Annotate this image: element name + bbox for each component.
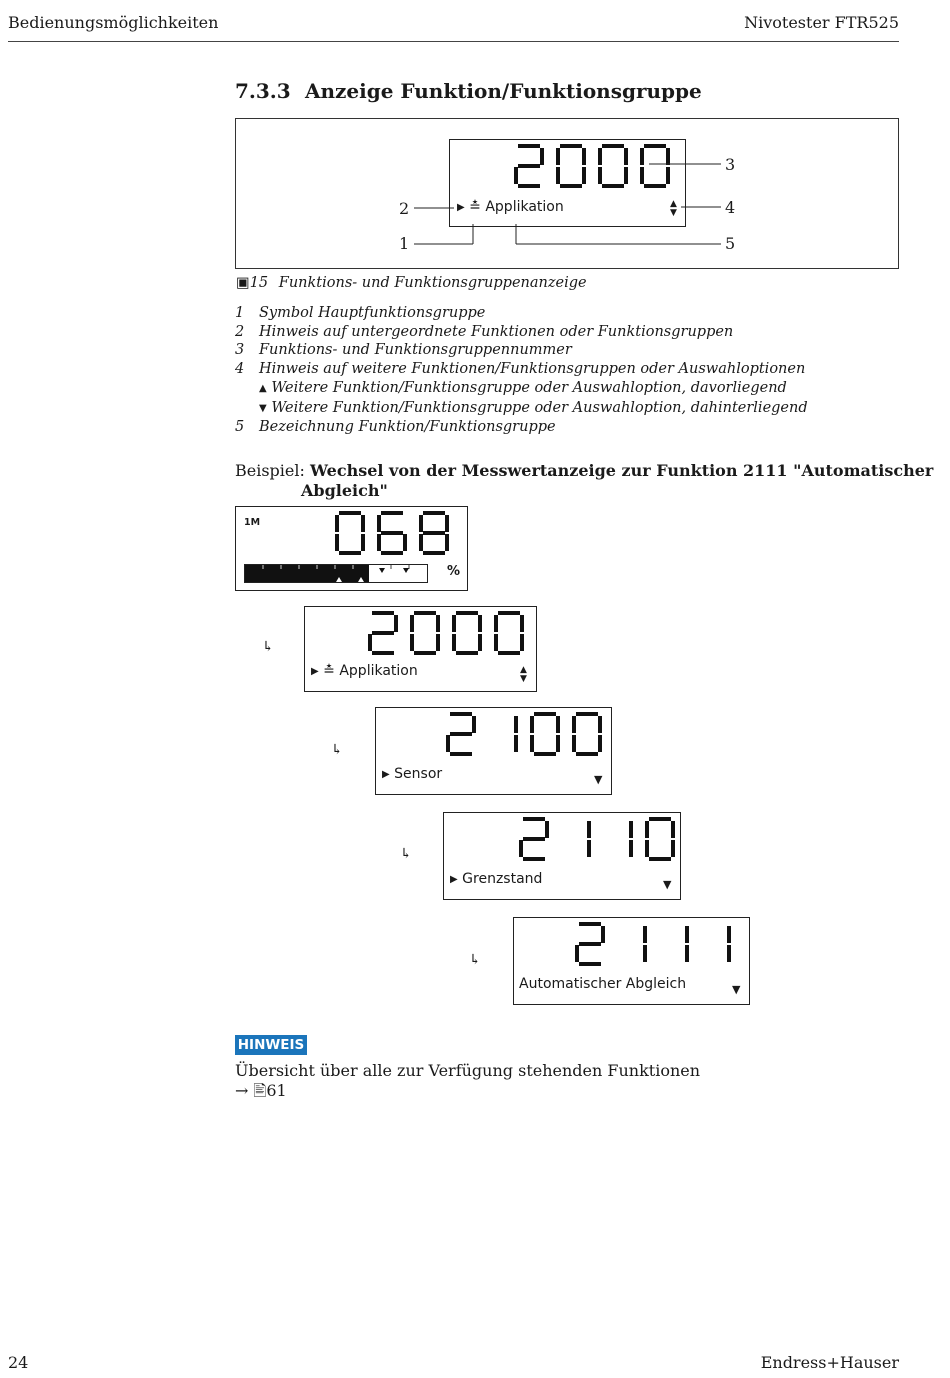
digit-segment bbox=[601, 926, 605, 943]
digit-segment bbox=[381, 551, 403, 555]
seven-segment-digit bbox=[368, 611, 398, 655]
digit-segment bbox=[494, 615, 498, 632]
digit-segment bbox=[498, 611, 520, 615]
seven-segment-digit bbox=[643, 926, 647, 962]
digit-segment bbox=[671, 821, 675, 838]
digit-segment bbox=[671, 840, 675, 857]
seven-segment-digits bbox=[368, 611, 524, 655]
digit-segment bbox=[514, 735, 518, 752]
digit-segment bbox=[494, 634, 498, 651]
digit-segment bbox=[339, 551, 361, 555]
digit-segment bbox=[556, 735, 560, 752]
callout-3: 3 bbox=[725, 155, 736, 174]
bargraph bbox=[244, 564, 428, 583]
digit-segment bbox=[419, 515, 423, 532]
seven-segment-digit bbox=[575, 922, 605, 966]
notice-text-block bbox=[235, 1061, 700, 1101]
callout-4: 4 bbox=[725, 198, 736, 217]
step-value bbox=[519, 817, 675, 865]
digit-segment bbox=[372, 631, 394, 635]
seven-segment-digits bbox=[575, 922, 731, 966]
figure-lcd-label: Applikation bbox=[485, 199, 564, 215]
notice-text: Übersicht über alle zur Verfügung stehenden Funktionen bbox=[235, 1061, 701, 1080]
legend-subitem-up: ▲ Weitere Funktion/Funktionsgruppe oder Auswahloption, davorliegend bbox=[259, 379, 787, 396]
digit-segment bbox=[534, 712, 556, 716]
step-label: Sensor bbox=[394, 766, 443, 782]
step-arrow-icon: ↳ bbox=[469, 952, 481, 968]
digit-segment bbox=[368, 634, 372, 651]
digit-segment bbox=[645, 840, 649, 857]
seven-segment-digit bbox=[494, 611, 524, 655]
triangle-up-icon: ▲ bbox=[259, 382, 267, 394]
digit-segment bbox=[410, 634, 414, 651]
callout-5: 5 bbox=[725, 234, 736, 253]
digit-segment bbox=[419, 534, 423, 551]
digit-segment bbox=[445, 534, 449, 551]
step-label: Grenzstand bbox=[462, 871, 543, 887]
digit-segment bbox=[498, 651, 520, 655]
figure-caption-text: Funktions- und Funktionsgruppenanzeige bbox=[278, 275, 587, 291]
digit-segment bbox=[727, 926, 731, 943]
digit-segment bbox=[456, 651, 478, 655]
step-display-2110[interactable] bbox=[443, 812, 681, 900]
digit-segment bbox=[436, 615, 440, 632]
digit-segment bbox=[514, 716, 518, 733]
step-display-2100[interactable] bbox=[375, 707, 612, 795]
digit-segment bbox=[361, 515, 365, 532]
step-display-2000[interactable] bbox=[304, 606, 537, 692]
seven-segment-digit bbox=[514, 716, 518, 752]
figure-callout-lines bbox=[236, 119, 898, 268]
function-group-icon: ≛ bbox=[469, 199, 481, 215]
digit-segment bbox=[452, 615, 456, 632]
running-header-left: Bedienungsmöglichkeiten bbox=[8, 13, 219, 32]
digit-segment bbox=[629, 821, 633, 838]
legend-item: 4 Hinweis auf weitere Funktionen/Funktionsgruppen oder Auswahloptionen bbox=[235, 361, 806, 378]
submenu-arrow-icon: ▶ bbox=[457, 202, 465, 213]
digit-segment bbox=[556, 716, 560, 733]
notice-ref-page: 61 bbox=[266, 1081, 287, 1100]
step-value bbox=[446, 712, 602, 760]
footer-brand: Endress+Hauser bbox=[760, 1353, 899, 1372]
notice-badge: HINWEIS bbox=[235, 1035, 307, 1055]
callout-2: 2 bbox=[399, 199, 410, 218]
down-indicator-icon: ▼ bbox=[594, 773, 603, 786]
digit-segment bbox=[727, 945, 731, 962]
digit-segment bbox=[643, 926, 647, 943]
example-prefix: Beispiel: bbox=[235, 461, 305, 480]
example-heading bbox=[235, 461, 933, 501]
digit-segment bbox=[629, 840, 633, 857]
updown-indicator-icon: ▲ ▼ bbox=[670, 199, 677, 218]
bargraph-markers bbox=[245, 565, 427, 582]
digit-segment bbox=[598, 716, 602, 733]
seven-segment-digit bbox=[572, 712, 602, 756]
digit-segment bbox=[377, 515, 381, 532]
seven-segment-digit bbox=[446, 712, 476, 756]
digit-segment bbox=[520, 615, 524, 632]
digit-segment bbox=[394, 615, 398, 632]
step-display-2111[interactable] bbox=[513, 917, 750, 1005]
digit-segment bbox=[478, 634, 482, 651]
running-header-right: Nivotester FTR525 bbox=[744, 13, 899, 32]
notice-reference[interactable] bbox=[235, 1081, 700, 1101]
digit-segment bbox=[645, 821, 649, 838]
digit-segment bbox=[381, 511, 403, 515]
digit-segment bbox=[649, 817, 671, 821]
digit-segment bbox=[579, 962, 601, 966]
seven-segment-digit bbox=[645, 817, 675, 861]
digit-segment bbox=[587, 840, 591, 857]
seven-segment-digit bbox=[727, 926, 731, 962]
page-ref-icon: 🖹 bbox=[253, 1081, 267, 1100]
example-title-line2: Abgleich" bbox=[301, 481, 388, 500]
figure-caption bbox=[236, 275, 587, 291]
digit-segment bbox=[472, 716, 476, 733]
seven-segment-digits bbox=[446, 712, 602, 756]
digit-segment bbox=[335, 515, 339, 532]
digit-segment bbox=[410, 615, 414, 632]
step-arrow-icon: ↳ bbox=[400, 846, 412, 862]
figure-symbol-icon: ▣ bbox=[236, 275, 250, 291]
step-label: Automatischer Abgleich bbox=[519, 976, 687, 992]
digit-segment bbox=[456, 611, 478, 615]
digit-segment bbox=[598, 735, 602, 752]
digit-segment bbox=[450, 732, 472, 736]
digit-segment bbox=[335, 534, 339, 551]
step-line bbox=[450, 871, 542, 887]
digit-segment bbox=[579, 942, 601, 946]
seven-segment-digits bbox=[335, 511, 449, 555]
digit-segment bbox=[520, 634, 524, 651]
digit-segment bbox=[685, 945, 689, 962]
channel-badge: 1M bbox=[244, 517, 261, 528]
measurement-display bbox=[235, 506, 468, 591]
digit-segment bbox=[446, 735, 450, 752]
digit-segment bbox=[478, 615, 482, 632]
triangle-down-icon: ▼ bbox=[259, 402, 267, 414]
seven-segment-digits bbox=[519, 817, 675, 861]
digit-segment bbox=[575, 945, 579, 962]
digit-segment bbox=[436, 634, 440, 651]
seven-segment-digit bbox=[335, 511, 365, 555]
example-title-line1: Wechsel von der Messwertanzeige zur Funktion 2111 "Automatischer bbox=[309, 461, 934, 480]
digit-segment bbox=[519, 840, 523, 857]
submenu-arrow-icon: ▶ bbox=[311, 666, 319, 677]
figure-frame bbox=[235, 118, 899, 269]
digit-segment bbox=[452, 634, 456, 651]
section-number: 7.3.3 bbox=[235, 79, 291, 103]
step-arrow-icon: ↳ bbox=[331, 742, 343, 758]
digit-segment bbox=[423, 511, 445, 515]
legend-subitem-down: ▼ Weitere Funktion/Funktionsgruppe oder Auswahloption, dahinterliegend bbox=[259, 399, 808, 416]
submenu-arrow-icon: ▶ bbox=[382, 769, 390, 780]
page-number: 24 bbox=[8, 1353, 29, 1372]
legend-item: 5 Bezeichnung Funktion/Funktionsgruppe bbox=[235, 419, 556, 436]
digit-segment bbox=[530, 735, 534, 752]
step-arrow-icon: ↳ bbox=[262, 639, 274, 655]
arrow-right-icon: → bbox=[235, 1081, 249, 1100]
function-group-icon: ≛ bbox=[323, 663, 335, 679]
digit-segment bbox=[643, 945, 647, 962]
down-indicator-icon: ▼ bbox=[663, 878, 672, 891]
digit-segment bbox=[445, 515, 449, 532]
digit-segment bbox=[576, 712, 598, 716]
digit-segment bbox=[372, 651, 394, 655]
digit-segment bbox=[414, 611, 436, 615]
section-title: Anzeige Funktion/Funktionsgruppe bbox=[305, 79, 702, 103]
digit-segment bbox=[649, 857, 671, 861]
seven-segment-digit bbox=[587, 821, 591, 857]
digit-segment bbox=[530, 716, 534, 733]
digit-segment bbox=[572, 716, 576, 733]
digit-segment bbox=[545, 821, 549, 838]
seven-segment-digit bbox=[530, 712, 560, 756]
seven-segment-digit bbox=[377, 511, 407, 555]
seven-segment-digit bbox=[685, 926, 689, 962]
seven-segment-digit bbox=[419, 511, 449, 555]
digit-segment bbox=[576, 752, 598, 756]
step-label: Applikation bbox=[339, 663, 418, 679]
legend-item: 3 Funktions- und Funktionsgruppennummer bbox=[235, 342, 572, 359]
digit-segment bbox=[372, 611, 394, 615]
digit-segment bbox=[587, 821, 591, 838]
digit-segment bbox=[403, 534, 407, 551]
updown-indicator-icon: ▲ ▼ bbox=[520, 665, 527, 684]
digit-segment bbox=[685, 926, 689, 943]
down-indicator-icon: ▼ bbox=[732, 983, 741, 996]
seven-segment-digit bbox=[629, 821, 633, 857]
digit-segment bbox=[523, 857, 545, 861]
digit-segment bbox=[534, 752, 556, 756]
step-line bbox=[382, 766, 442, 782]
measured-value bbox=[335, 511, 449, 559]
seven-segment-digit bbox=[452, 611, 482, 655]
digit-segment bbox=[450, 712, 472, 716]
callout-1: 1 bbox=[399, 234, 410, 253]
digit-segment bbox=[523, 837, 545, 841]
seven-segment-digit bbox=[519, 817, 549, 861]
digit-segment bbox=[572, 735, 576, 752]
submenu-arrow-icon: ▶ bbox=[450, 874, 458, 885]
digit-segment bbox=[579, 922, 601, 926]
digit-segment bbox=[339, 511, 361, 515]
legend-item: 2 Hinweis auf untergeordnete Funktionen oder Funktionsgruppen bbox=[235, 323, 734, 340]
seven-segment-digit bbox=[410, 611, 440, 655]
step-value bbox=[368, 611, 524, 659]
digit-segment bbox=[450, 752, 472, 756]
digit-segment bbox=[377, 534, 381, 551]
digit-segment bbox=[361, 534, 365, 551]
unit-label: % bbox=[447, 564, 461, 579]
step-value bbox=[575, 922, 731, 970]
header-rule bbox=[8, 41, 899, 42]
figure-number: 15 bbox=[249, 275, 269, 291]
digit-segment bbox=[423, 531, 445, 535]
digit-segment bbox=[381, 531, 403, 535]
digit-segment bbox=[414, 651, 436, 655]
digit-segment bbox=[423, 551, 445, 555]
digit-segment bbox=[523, 817, 545, 821]
section-heading bbox=[235, 79, 702, 103]
step-line bbox=[311, 663, 418, 679]
legend-item: 1 Symbol Hauptfunktionsgruppe bbox=[235, 305, 486, 321]
figure-legend bbox=[235, 304, 808, 437]
